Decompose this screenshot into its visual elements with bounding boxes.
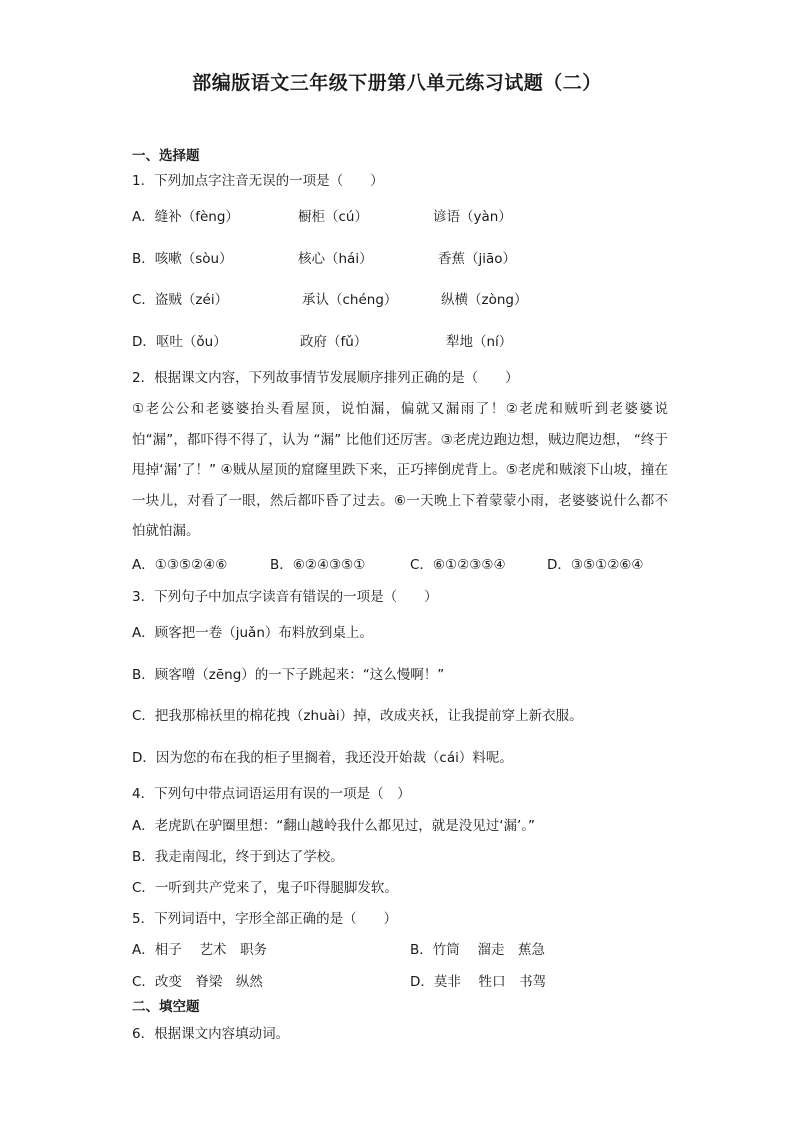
q1-option-d-word-1: D．呕吐（ǒu）	[132, 334, 227, 350]
q1-option-a-word-2: 橱柜（cú）	[298, 209, 368, 225]
q5-option-c: C．改变 脊梁 纵然	[132, 974, 263, 990]
question-3-stem: 3．下列句子中加点字读音有错误的一项是（ ）	[132, 589, 438, 605]
q1-option-b-word-2: 核心（hái）	[298, 251, 373, 267]
question-2-stem: 2．根据课文内容，下列故事情节发展顺序排列正确的是（ ）	[132, 370, 519, 386]
q5-option-d: D．莫非 牲口 书驾	[410, 974, 547, 990]
q1-option-c-word-2: 承认（chéng）	[302, 292, 398, 308]
section-heading-choice: 一、选择题	[132, 148, 200, 164]
q1-option-d-word-2: 政府（fǔ）	[300, 334, 368, 350]
question-2-passage: ①老公公和老婆婆抬头看屋顶，说怕漏，偏就又漏雨了！②老虎和贼听到老婆婆说怕“漏”，都吓得不得了，认为 “漏” 比他们还厉害。③老虎边跑边想，贼边爬边想， “终于甩掉‘漏’了！” ④贼从屋顶的窟窿里跌下来，正巧摔倒虎背上。⑤老虎和贼滚下山坡，撞在一块儿，对看了一眼，然后都吓昏了过去。⑥一天晚上下着蒙蒙小雨，老婆婆说什么都不怕就怕漏。	[132, 401, 668, 539]
q3-option-d: D．因为您的布在我的柜子里搁着，我还没开始裁（cái）料呢。	[132, 750, 513, 766]
q2-option-c: C．⑥①②③⑤④	[410, 557, 506, 573]
question-1-stem: 1．下列加点字注音无误的一项是（ ）	[132, 173, 384, 189]
q1-option-b-word-3: 香蕉（jiāo）	[438, 251, 517, 267]
q2-option-b: B．⑥②④③⑤①	[270, 557, 366, 573]
question-4-stem: 4．下列句中带点词语运用有误的一项是（ ）	[132, 786, 411, 802]
q2-option-a: A．①③⑤②④⑥	[132, 557, 228, 573]
question-5-stem: 5．下列词语中，字形全部正确的是（ ）	[132, 911, 398, 927]
q3-option-a: A．顾客把一卷（juǎn）布料放到桌上。	[132, 625, 373, 641]
q4-option-a: A．老虎趴在驴圈里想：“翻山越岭我什么都见过，就是没见过‘漏’。”	[132, 818, 536, 834]
q1-option-a-word-1: A．缝补（fèng）	[132, 209, 239, 225]
q1-option-b-word-1: B．咳嗽（sòu）	[132, 251, 233, 267]
q1-option-c-word-1: C．盗贼（zéi）	[132, 292, 229, 308]
q1-option-c-word-3: 纵横（zòng）	[441, 292, 528, 308]
q4-option-c: C．一听到共产党来了，鬼子吓得腿脚发软。	[132, 880, 398, 896]
question-6-stem: 6．根据课文内容填动词。	[132, 1026, 290, 1042]
q1-option-d-word-3: 犁地（ní）	[446, 334, 513, 350]
page-title: 部编版语文三年级下册第八单元练习试题（二）	[192, 72, 602, 94]
section-heading-fill-in: 二、填空题	[132, 999, 200, 1015]
q4-option-b: B．我走南闯北，终于到达了学校。	[132, 849, 344, 865]
q3-option-b: B．顾客噌（zēng）的一下子跳起来：“这么慢啊！”	[132, 667, 445, 683]
q2-option-d: D．③⑤①②⑥④	[547, 557, 644, 573]
q1-option-a-word-3: 谚语（yàn）	[433, 209, 512, 225]
q5-option-a: A．相子 艺术 职务	[132, 942, 268, 958]
q5-option-b: B．竹筒 溜走 蕉急	[410, 942, 546, 958]
q3-option-c: C．把我那棉袄里的棉花拽（zhuài）掉，改成夹袄，让我提前穿上新衣服。	[132, 708, 583, 724]
